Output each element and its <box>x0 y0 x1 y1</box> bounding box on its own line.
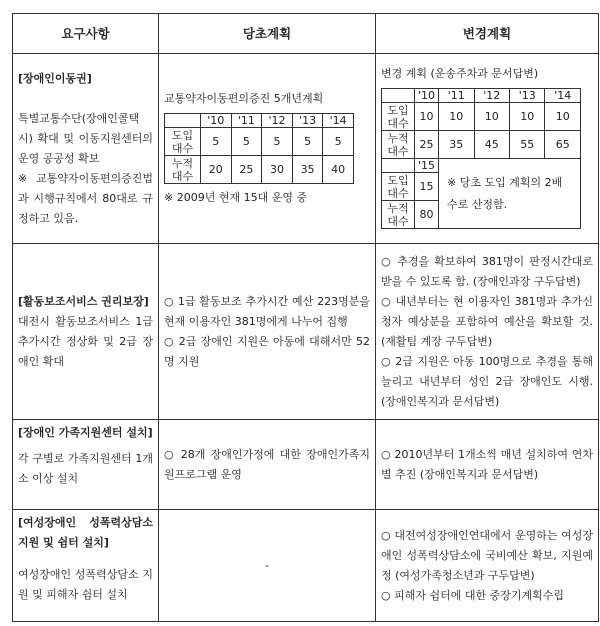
value: 10 <box>510 103 545 131</box>
value: 35 <box>439 131 474 159</box>
list-item: ○ 1급 활동보조 추가시간 예산 223명분을 현재 이용자인 381명에게 나누어 집행 <box>164 294 370 328</box>
header-changed-plan: 변경계획 <box>376 14 599 54</box>
requirement-title: [활동보조서비스 권리보장] <box>18 294 149 308</box>
list-item: ○ 추경을 확보하여 381명이 판정시간대로 받을 수 있도록 함. (장애인과장 구두답변) <box>381 254 593 288</box>
requirement-note: ※교통약자이동편의증진법과 시행규칙에서 80대로 규정하고 있음. <box>18 171 153 225</box>
changed-plan-cell <box>376 244 599 420</box>
table-row <box>13 420 599 510</box>
value: 5 <box>231 128 262 156</box>
value: 40 <box>323 156 354 184</box>
requirement-cell <box>13 510 159 622</box>
requirement-cell <box>13 244 159 420</box>
year: '14 <box>545 89 581 103</box>
year: '12 <box>262 114 293 128</box>
year: '13 <box>510 89 545 103</box>
value: 5 <box>262 128 293 156</box>
value: 20 <box>200 156 231 184</box>
value: 25 <box>231 156 262 184</box>
list-item: ○ 2급 장애인 지원은 아동에 대해서만 52명 지원 <box>164 334 370 368</box>
requirement-body: 대전시 활동보조서비스 1급 추가시간 정상화 및 2급 장애인 확대 <box>18 314 153 368</box>
list-item: ○ 피해자 쉼터에 대한 중장기계획수립 <box>381 588 564 602</box>
year: '14 <box>323 114 354 128</box>
requirement-title: [장애인 가족지원센터 설치] <box>18 426 153 439</box>
requirement-title: [장애인이동권] <box>18 71 92 85</box>
changed-plan-cell <box>376 510 599 622</box>
row-label: 누적대수 <box>382 131 415 159</box>
year: '15 <box>415 159 439 173</box>
header-original-plan: 당초계획 <box>159 14 376 54</box>
value: 45 <box>474 131 509 159</box>
year: '12 <box>474 89 509 103</box>
value: 10 <box>439 103 474 131</box>
row-label: 도입대수 <box>382 103 415 131</box>
list-item: ○ 2010년부터 1개소씩 매년 설치하여 연차별 추진 (장애인복지과 문서답변) <box>381 447 593 481</box>
original-plan-cell <box>159 420 376 510</box>
changed-plan-cell <box>376 54 599 244</box>
requirement-cell <box>13 54 159 244</box>
requirement-body: 각 구별로 가족지원센터 1개소 이상 설치 <box>18 452 153 485</box>
list-item: ○ 2급 지원은 아동 100명으로 추경을 통해 늘리고 내년부터 성인 2급 장애인도 시행. (장애인복지과 문서답변) <box>381 354 593 408</box>
plan-comparison-table <box>12 13 599 622</box>
original-plan-cell <box>159 510 376 622</box>
value: 55 <box>510 131 545 159</box>
changed-plan-table <box>381 88 581 229</box>
changed-plan-note: ※ 당초 도입 계획의 2배수로 산정함. <box>439 159 581 229</box>
value: 10 <box>545 103 581 131</box>
value: 35 <box>292 156 323 184</box>
table-row <box>13 510 599 622</box>
header-row <box>13 14 599 54</box>
year: '13 <box>292 114 323 128</box>
year: '11 <box>439 89 474 103</box>
row-label: 누적 대수 <box>165 156 201 184</box>
value: 5 <box>323 128 354 156</box>
value: 65 <box>545 131 581 159</box>
value: 5 <box>292 128 323 156</box>
changed-plan-title: 변경 계획 (운송주차과 문서답변) <box>381 67 539 80</box>
requirement-cell <box>13 420 159 510</box>
table-row <box>13 244 599 420</box>
requirement-body: 여성장애인 성폭력상담소 지원 및 피해자 쉼터 설치 <box>18 568 153 601</box>
value: 10 <box>415 103 439 131</box>
header-requirement: 요구사항 <box>13 14 159 54</box>
list-item: ○ 대전여성장애인연대에서 운영하는 여성장애인 성폭력상담소에 국비예산 확보, 지원예정 (여성가족청소년과 구두답변) <box>381 528 593 582</box>
list-item: ○ 내년부터는 현 이용자인 381명과 추가신청자 예상분을 포함하여 예산을 확보할 것. (재활팀 계장 구두답변) <box>381 294 593 348</box>
original-plan-cell <box>159 54 376 244</box>
year: '10 <box>415 89 439 103</box>
value: 5 <box>200 128 231 156</box>
row-label: 도입대수 <box>382 173 415 201</box>
changed-plan-cell <box>376 420 599 510</box>
original-plan-cell <box>159 244 376 420</box>
original-plan-table <box>164 113 354 184</box>
original-plan-note: ※ 2009년 현재 15대 운영 중 <box>164 191 308 204</box>
requirement-body: 특별교통수단(장애인콜택시) 확대 및 이동지원센터의 운영 공공성 확보 <box>18 111 153 165</box>
requirement-title: [여성장애인 성폭력상담소 지원 및 쉼터 설치] <box>18 516 153 549</box>
row-label: 도입 대수 <box>165 128 201 156</box>
year: '10 <box>200 114 231 128</box>
value: 25 <box>415 131 439 159</box>
value: 10 <box>474 103 509 131</box>
value: 30 <box>262 156 293 184</box>
value: 15 <box>415 173 439 201</box>
table-row <box>13 54 599 244</box>
row-label: 누적대수 <box>382 201 415 229</box>
original-plan-title: 교통약자이동편의증진 5개년계획 <box>164 92 324 105</box>
value: 80 <box>415 201 439 229</box>
list-item: ○ 28개 장애인가정에 대한 장애인가족지원프로그램 운영 <box>164 447 370 481</box>
year: '11 <box>231 114 262 128</box>
list-item: - <box>265 558 269 572</box>
